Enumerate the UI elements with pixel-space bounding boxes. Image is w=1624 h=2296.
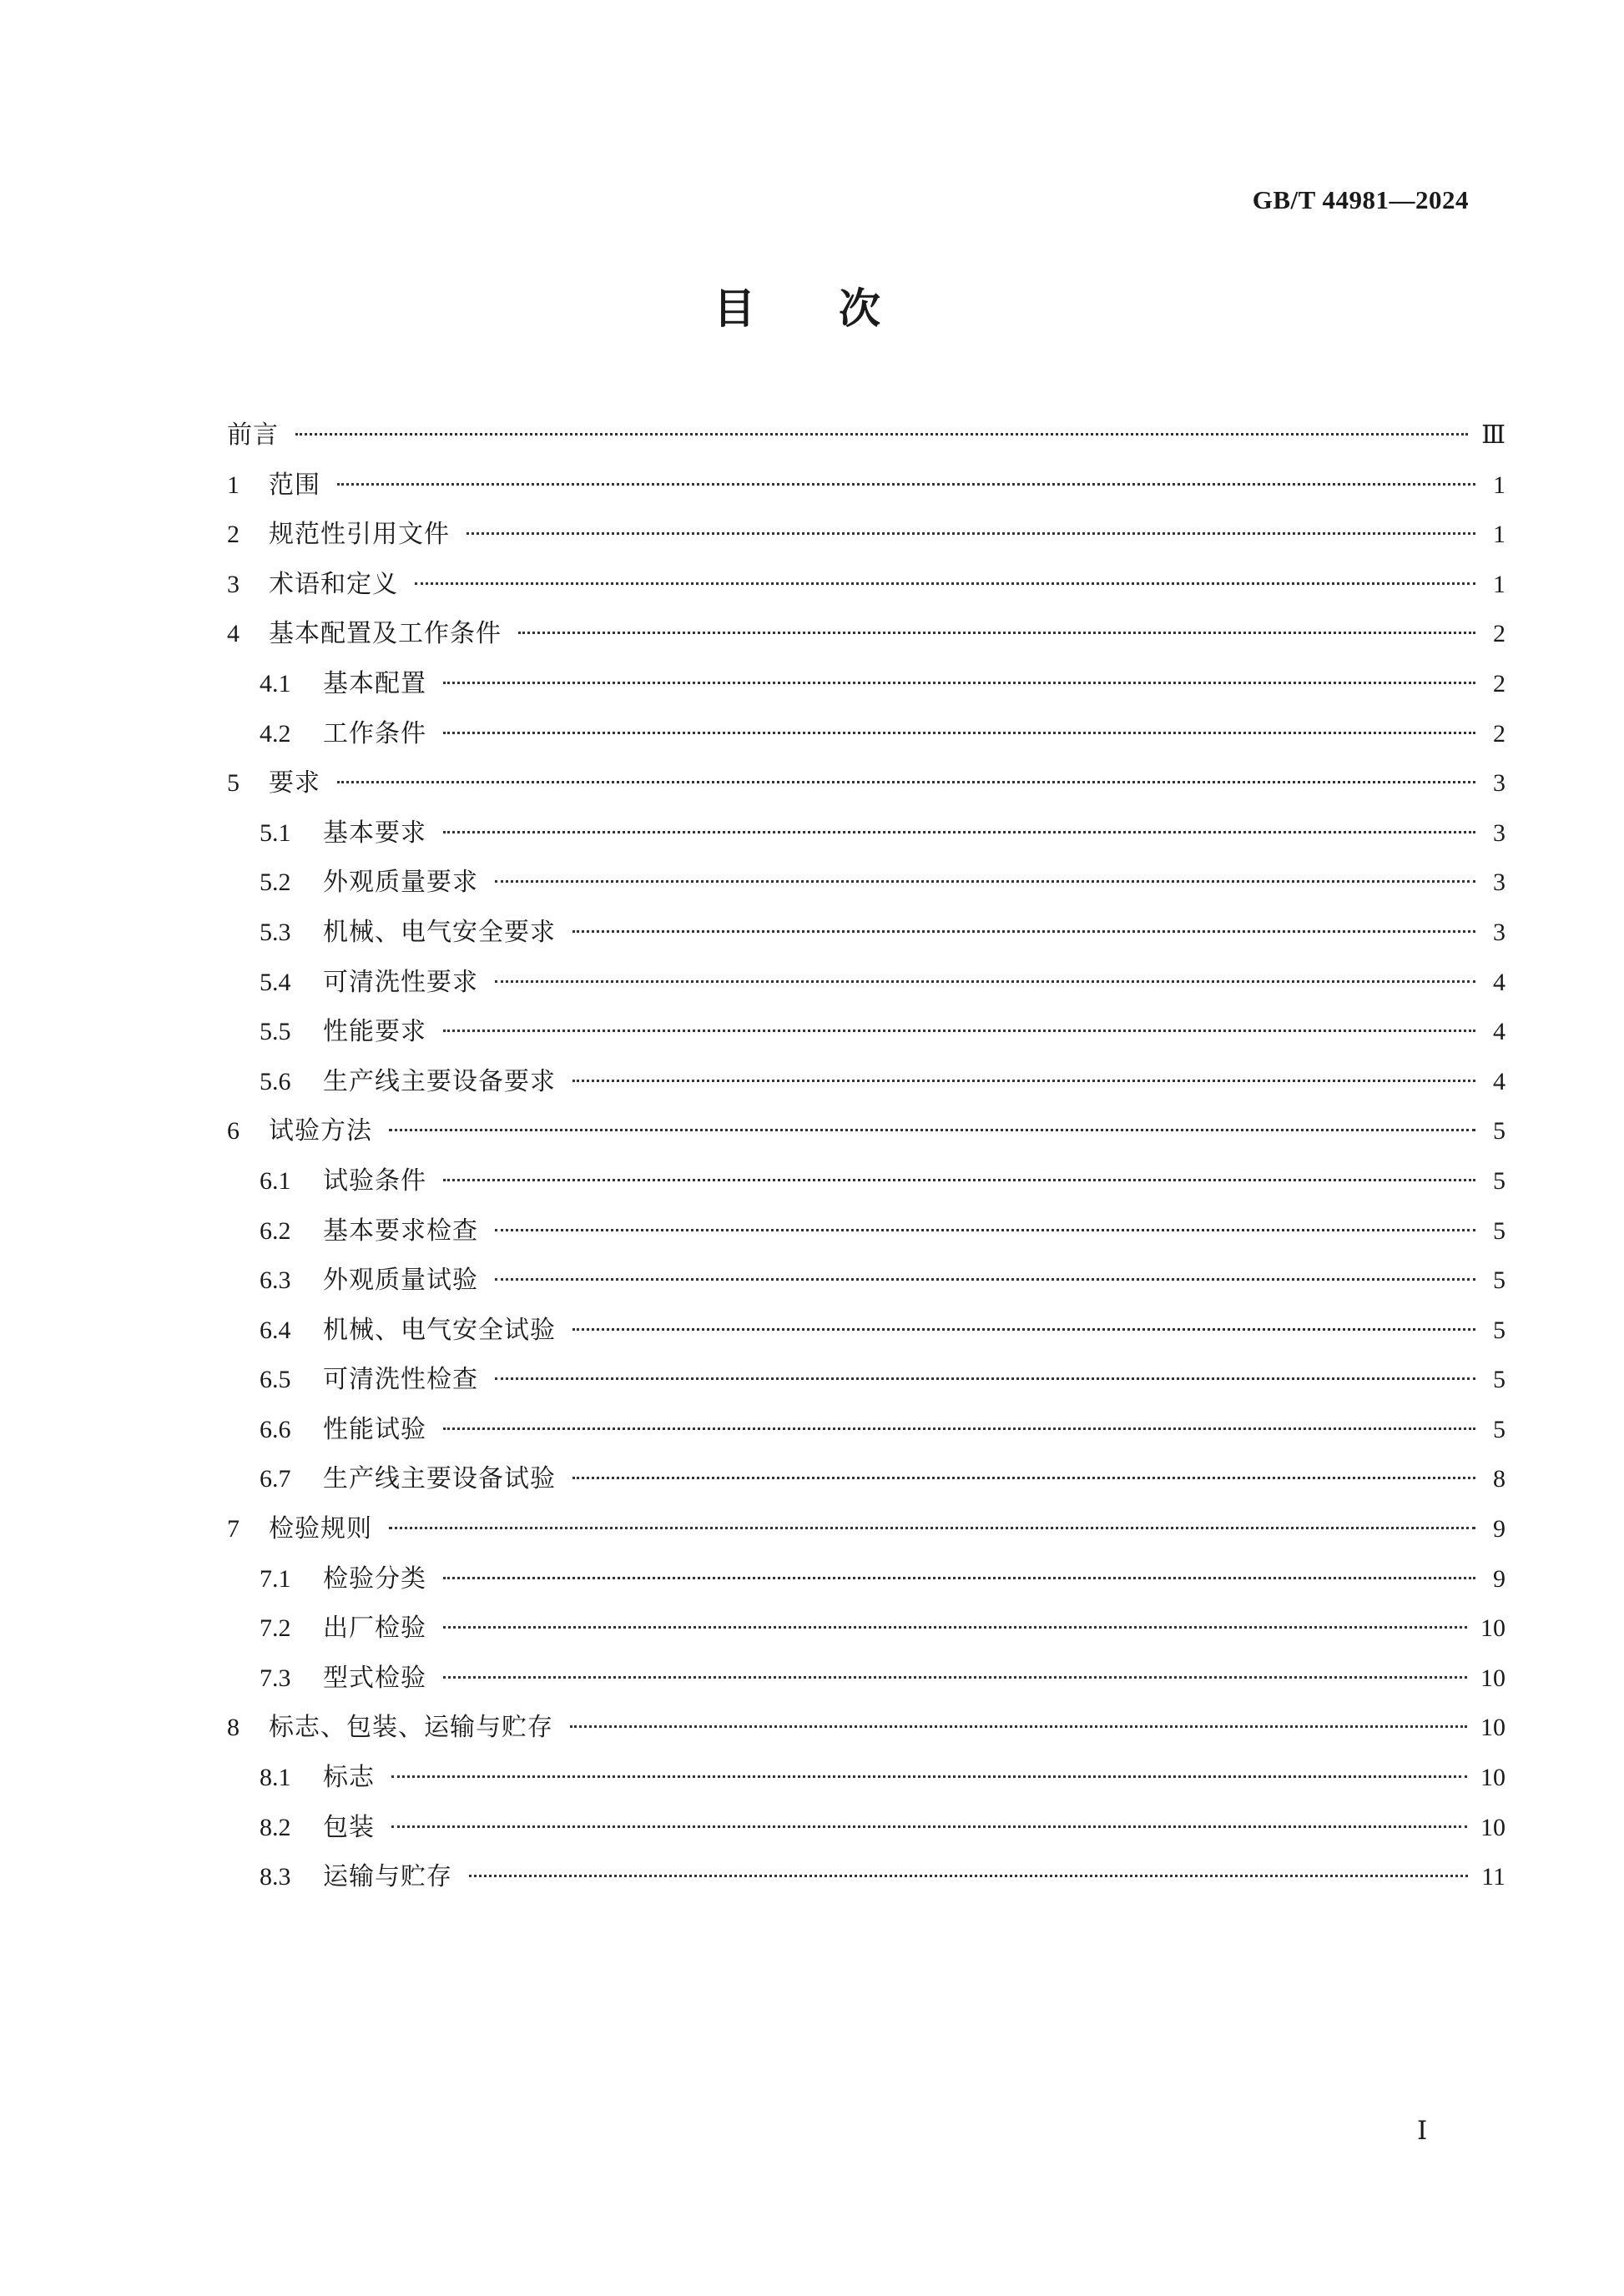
toc-entry-title: 外观质量要求 xyxy=(323,868,478,898)
toc-entry[interactable] xyxy=(227,1852,1505,1902)
toc-entry[interactable] xyxy=(227,1753,1505,1803)
toc-entry-number: 6.4 xyxy=(260,1316,291,1344)
toc-entry[interactable] xyxy=(227,1206,1505,1256)
toc-leader-dots xyxy=(572,1477,1475,1479)
toc-entry[interactable] xyxy=(227,410,1505,461)
toc-entry-page: 2 xyxy=(1493,719,1505,748)
toc-entry[interactable] xyxy=(227,1057,1505,1107)
page-number: Ⅰ xyxy=(1417,2116,1428,2145)
toc-entry-page: 10 xyxy=(1480,1714,1505,1742)
toc-leader-dots xyxy=(572,930,1475,933)
toc-entry[interactable] xyxy=(227,958,1505,1008)
toc-leader-dots xyxy=(389,1129,1475,1131)
toc-entry-title: 包装 xyxy=(323,1812,375,1842)
toc-entry-title: 规范性引用文件 xyxy=(269,520,450,550)
toc-entry-page: 2 xyxy=(1493,669,1505,697)
toc-entry-page: 5 xyxy=(1493,1316,1505,1344)
toc-leader-dots xyxy=(443,1427,1475,1430)
toc-entry-page: 5 xyxy=(1493,1266,1505,1295)
toc-entry-page: 3 xyxy=(1493,918,1505,946)
toc-entry-number: 5.6 xyxy=(260,1067,291,1095)
toc-entry[interactable] xyxy=(227,858,1505,908)
toc-entry-title: 工作条件 xyxy=(323,718,426,748)
toc-entry[interactable] xyxy=(227,758,1505,808)
toc-leader-dots xyxy=(337,781,1475,783)
toc-entry-number: 7.3 xyxy=(260,1664,291,1692)
toc-entry-page: 4 xyxy=(1493,1018,1505,1046)
toc-entry-number: 6.1 xyxy=(260,1166,291,1195)
toc-entry-title: 基本配置及工作条件 xyxy=(269,619,502,649)
toc-leader-dots xyxy=(391,1825,1467,1828)
toc-entry-title: 前言 xyxy=(227,420,279,450)
toc-entry-number: 5 xyxy=(227,769,240,798)
toc-entry-title: 机械、电气安全试验 xyxy=(323,1315,556,1345)
toc-leader-dots xyxy=(443,1676,1467,1679)
toc-entry[interactable] xyxy=(227,1405,1505,1455)
toc-leader-dots xyxy=(518,632,1475,634)
toc-entry-number: 5.3 xyxy=(260,918,291,946)
toc-leader-dots xyxy=(495,880,1475,883)
toc-entry[interactable] xyxy=(227,1355,1505,1405)
toc-entry-title: 型式检验 xyxy=(323,1663,426,1693)
toc-leader-dots xyxy=(495,1377,1475,1380)
toc-leader-dots xyxy=(495,1229,1475,1231)
toc-entry-title: 生产线主要设备要求 xyxy=(323,1066,556,1096)
toc-leader-dots xyxy=(443,732,1475,734)
toc-entry-number: 3 xyxy=(227,570,240,598)
toc-leader-dots xyxy=(572,1080,1475,1082)
toc-entry-page: 5 xyxy=(1493,1166,1505,1195)
toc-entry[interactable] xyxy=(227,1504,1505,1554)
toc-leader-dots xyxy=(572,1328,1475,1331)
toc-entry-number: 5.4 xyxy=(260,968,291,996)
toc-leader-dots xyxy=(389,1527,1475,1529)
toc-entry-number: 2 xyxy=(227,521,240,549)
toc-entry-page: 10 xyxy=(1480,1664,1505,1692)
toc-entry-title: 性能要求 xyxy=(323,1017,426,1047)
toc-entry-title: 试验方法 xyxy=(269,1116,372,1146)
toc-entry-title: 生产线主要设备试验 xyxy=(323,1464,556,1494)
toc-entry-number: 6.7 xyxy=(260,1465,291,1493)
toc-entry-number: 6 xyxy=(227,1117,240,1145)
toc-entry[interactable] xyxy=(227,1256,1505,1306)
toc-entry-title: 基本配置 xyxy=(323,668,426,698)
toc-entry[interactable] xyxy=(227,659,1505,709)
toc-entry[interactable] xyxy=(227,1654,1505,1704)
toc-entry-page: Ⅲ xyxy=(1481,421,1505,449)
toc-entry-number: 5.1 xyxy=(260,818,291,847)
toc-entry-number: 6.6 xyxy=(260,1415,291,1443)
toc-entry-page: 3 xyxy=(1493,818,1505,847)
toc-entry-title: 外观质量试验 xyxy=(323,1266,478,1296)
toc-entry-title: 检验规则 xyxy=(269,1514,372,1544)
toc-entry-title: 性能试验 xyxy=(323,1414,426,1444)
toc-entry[interactable] xyxy=(227,1803,1505,1853)
table-of-contents xyxy=(227,410,1505,1902)
toc-entry[interactable] xyxy=(227,1306,1505,1356)
toc-entry-title: 可清洗性要求 xyxy=(323,967,478,997)
toc-entry-number: 8.3 xyxy=(260,1863,291,1891)
toc-entry-page: 5 xyxy=(1493,1415,1505,1443)
toc-entry-title: 基本要求检查 xyxy=(323,1216,478,1246)
toc-entry-number: 5.2 xyxy=(260,869,291,897)
toc-entry-page: 5 xyxy=(1493,1117,1505,1145)
toc-entry-title: 运输与贮存 xyxy=(323,1862,452,1892)
toc-leader-dots xyxy=(443,1577,1475,1579)
toc-entry-number: 4.2 xyxy=(260,719,291,748)
toc-entry-page: 4 xyxy=(1493,968,1505,996)
toc-entry[interactable] xyxy=(227,560,1505,610)
toc-entry[interactable] xyxy=(227,1703,1505,1753)
toc-entry-number: 6.5 xyxy=(260,1366,291,1394)
toc-leader-dots xyxy=(469,1875,1468,1877)
toc-entry-page: 1 xyxy=(1493,521,1505,549)
toc-entry-title: 范围 xyxy=(269,470,320,500)
toc-entry[interactable] xyxy=(227,1454,1505,1504)
toc-entry-page: 11 xyxy=(1481,1863,1505,1891)
toc-entry[interactable] xyxy=(227,1604,1505,1654)
toc-entry-title: 要求 xyxy=(269,768,320,798)
toc-entry[interactable] xyxy=(227,908,1505,958)
toc-entry-page: 9 xyxy=(1493,1515,1505,1543)
toc-entry-number: 7 xyxy=(227,1515,240,1543)
toc-entry-number: 7.2 xyxy=(260,1614,291,1643)
toc-entry-title: 标志 xyxy=(323,1763,375,1793)
toc-entry[interactable] xyxy=(227,609,1505,659)
toc-leader-dots xyxy=(570,1725,1467,1728)
toc-entry-page: 8 xyxy=(1493,1465,1505,1493)
toc-entry-number: 5.5 xyxy=(260,1018,291,1046)
toc-leader-dots xyxy=(295,433,1468,436)
toc-entry-number: 7.1 xyxy=(260,1564,291,1593)
toc-entry-number: 6.2 xyxy=(260,1216,291,1245)
toc-leader-dots xyxy=(391,1775,1467,1778)
toc-entry[interactable] xyxy=(227,808,1505,858)
toc-entry-page: 5 xyxy=(1493,1216,1505,1245)
toc-entry-page: 5 xyxy=(1493,1366,1505,1394)
standard-code: GB/T 44981—2024 xyxy=(1252,185,1469,214)
toc-entry-page: 10 xyxy=(1480,1813,1505,1841)
toc-entry-number: 8.2 xyxy=(260,1813,291,1841)
toc-leader-dots xyxy=(443,831,1475,833)
toc-leader-dots xyxy=(495,980,1475,983)
toc-leader-dots xyxy=(467,532,1475,535)
toc-entry-page: 3 xyxy=(1493,769,1505,798)
toc-entry-page: 1 xyxy=(1493,471,1505,499)
toc-entry-number: 6.3 xyxy=(260,1266,291,1295)
toc-entry-page: 9 xyxy=(1493,1564,1505,1593)
toc-entry[interactable] xyxy=(227,1106,1505,1156)
toc-entry-page: 4 xyxy=(1493,1067,1505,1095)
toc-entry-page: 1 xyxy=(1493,570,1505,598)
toc-entry[interactable] xyxy=(227,461,1505,511)
toc-entry[interactable] xyxy=(227,1156,1505,1206)
toc-entry-title: 出厂检验 xyxy=(323,1614,426,1644)
toc-entry-page: 3 xyxy=(1493,869,1505,897)
toc-entry-title: 检验分类 xyxy=(323,1563,426,1594)
toc-leader-dots xyxy=(443,1179,1475,1181)
toc-entry[interactable] xyxy=(227,709,1505,759)
page-title: 目次 xyxy=(714,284,964,333)
toc-entry-number: 4.1 xyxy=(260,669,291,697)
toc-entry-title: 术语和定义 xyxy=(269,569,398,599)
toc-entry[interactable] xyxy=(227,1554,1505,1604)
toc-entry-page: 2 xyxy=(1493,620,1505,648)
toc-entry-page: 10 xyxy=(1480,1764,1505,1792)
toc-leader-dots xyxy=(443,1030,1475,1032)
toc-entry-number: 1 xyxy=(227,471,240,499)
toc-entry-title: 可清洗性检查 xyxy=(323,1365,478,1395)
toc-entry-title: 标志、包装、运输与贮存 xyxy=(269,1713,553,1743)
toc-leader-dots xyxy=(443,682,1475,684)
toc-entry[interactable] xyxy=(227,1007,1505,1057)
toc-leader-dots xyxy=(337,483,1475,486)
toc-entry-number: 8.1 xyxy=(260,1764,291,1792)
toc-entry-title: 试验条件 xyxy=(323,1166,426,1196)
toc-entry-title: 机械、电气安全要求 xyxy=(323,917,556,947)
toc-entry-number: 4 xyxy=(227,620,240,648)
toc-entry-number: 8 xyxy=(227,1714,240,1742)
toc-leader-dots xyxy=(443,1626,1467,1629)
toc-entry[interactable] xyxy=(227,510,1505,560)
toc-entry-title: 基本要求 xyxy=(323,818,426,848)
toc-leader-dots xyxy=(495,1278,1475,1281)
toc-leader-dots xyxy=(415,582,1475,585)
toc-entry-page: 10 xyxy=(1480,1614,1505,1643)
